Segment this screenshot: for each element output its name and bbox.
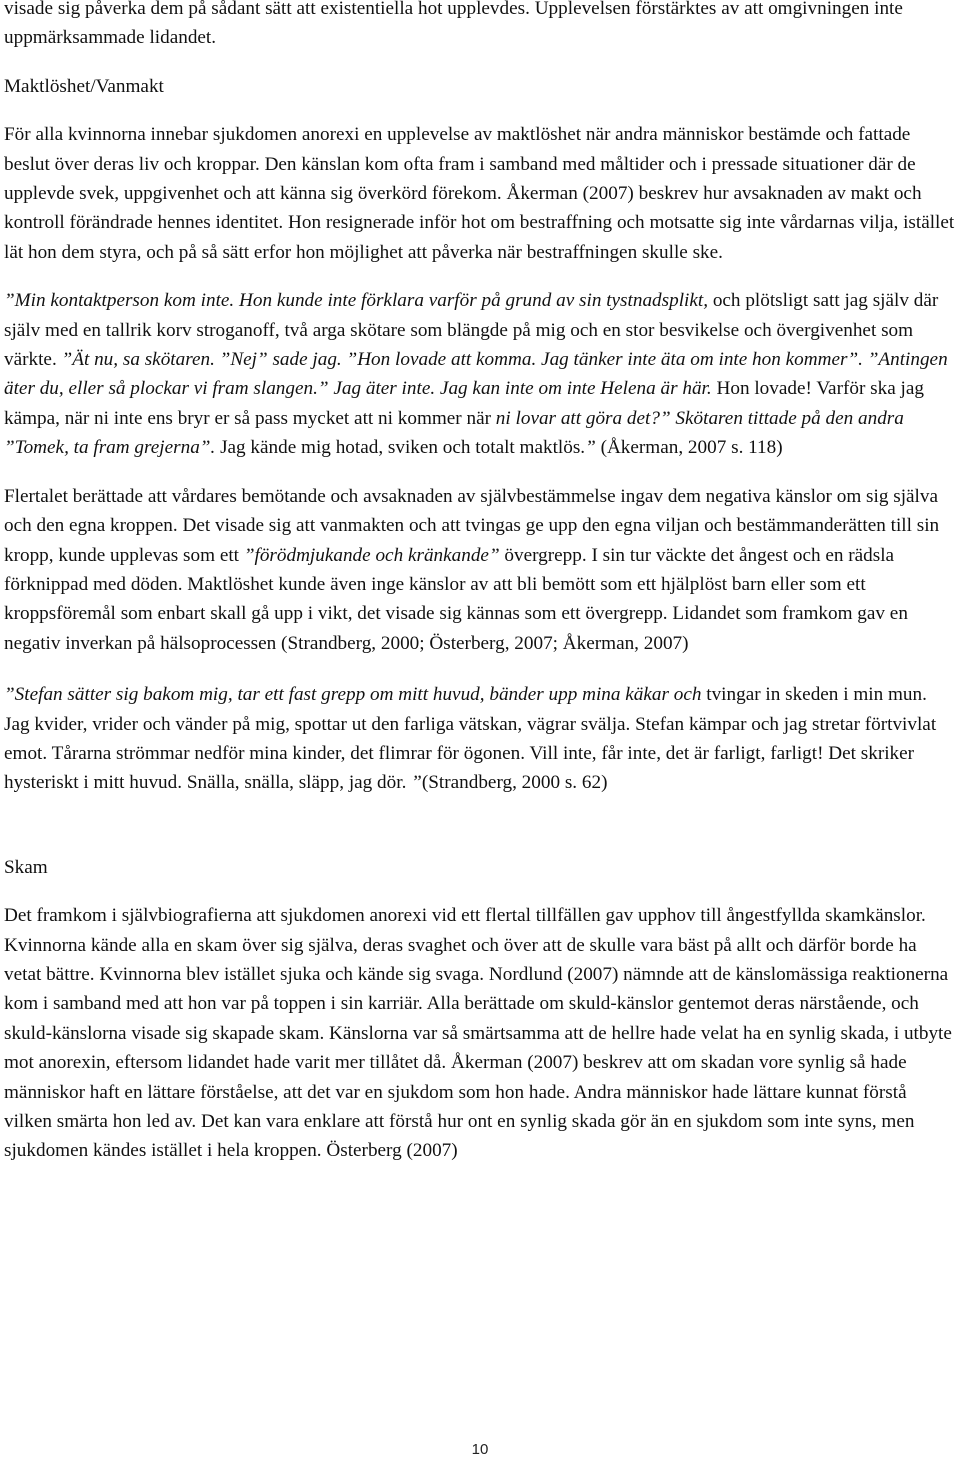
quote-mark: ” — [411, 772, 422, 794]
intro-text: visade sig påverka dem på sådant sätt att existentiella hot upplevdes. Upplevelsen förstärktes av att omgivningen inte uppmärksammade lidandet. — [4, 0, 903, 49]
block-quote-akerman — [4, 286, 956, 462]
quote-italic: ni lovar att göra det?” Skötaren tittade på den andra ”Tomek, ta fram grejerna”. — [4, 407, 904, 459]
heading-text: Maktlöshet/Vanmakt — [4, 75, 164, 97]
powerlessness-paragraph-1 — [4, 120, 956, 267]
citation: (Åkerman, 2007 s. 118) — [600, 437, 783, 459]
shame-paragraph-1 — [4, 901, 956, 1166]
quote-italic: ”Ät nu, sa skötaren. ”Nej” sade jag. ”Hon lovade att komma. Jag tänker inte äta om inte hon kommer”. ”Antingen äter du, eller så plockar vi fram slangen.” Jag äter inte. Jag kan inte om inte Helena är här. — [4, 349, 948, 400]
document-page — [4, 0, 956, 1166]
quote-mark: ” — [585, 437, 596, 459]
quote-italic: Hon kunde inte förklara varför på grund av sin tystnadsplikt, — [239, 290, 709, 312]
section-heading-powerlessness — [4, 72, 956, 101]
quote-text: tvingar in skeden i min mun. Jag kvider, vrider och vänder på mig, spottar ut den farliga vätskan, vägrar svälja. Stefan kämpar och jag stretar förtvivlat emot. Tårarna strömmar nedför mina kinder, det flimrar för ögonen. Vill inte, får inte, det är farligt, farligt! Det skriker hysteriskt i mitt huvud. Snälla, snälla, släpp, jag dör. — [4, 684, 937, 794]
citation: (Strandberg, 2000 s. 62) — [421, 772, 608, 794]
intro-paragraph — [4, 0, 956, 53]
paragraph-text: övergrepp. I sin tur väckte det ångest och en rädsla förknippad med döden. Maktlöshet kunde även inge känslor av att bli bemött som ett hjälplöst barn eller som ett kroppsföremål som enbart skall gå upp i vikt, det visade sig kännas som ett övergrepp. Lidandet som framkom gav en negativ inverkan på hälsoprocessen (Strandberg, 2000; Österberg, 2007; Åkerman, 2007) — [4, 544, 908, 654]
sentence: Åkerman (2007) beskrev hur avsaknaden av makt och kontroll förändrade hennes identitet. — [4, 183, 922, 234]
page-number: 10 — [471, 1441, 489, 1458]
sentence: För alla kvinnorna innebar sjukdomen anorexi en upplevelse av maktlöshet när andra människor bestämde och fattade beslut över deras liv och kroppar. — [4, 124, 911, 175]
quote-text: Jag kände mig hotad, sviken och totalt maktlös. — [220, 437, 586, 459]
sentence: Hon resignerade inför hot om bestraffning och motsatte sig inte vårdarnas vilja, istället lät hon dem styra, och på så sätt erfor hon möjlighet att påverka när bestraffningen skulle ske. — [4, 212, 955, 263]
quote-italic: ”Stefan sätter sig bakom mig, tar ett fast grepp om mitt huvud, bänder upp mina käkar och — [4, 684, 702, 706]
block-quote-strandberg — [4, 680, 956, 798]
heading-text: Skam — [4, 856, 48, 878]
quote-italic: ”förödmjukande och kränkande” — [243, 544, 500, 566]
quote-text: Hon lovade! Varför ska jag kämpa, när ni inte ens bryr er så pass mycket att ni kommer när — [4, 378, 924, 429]
paragraph-text: Flertalet berättade att vårdares bemötande och avsaknaden av självbestämmelse ingav dem negativa känslor om sig själva och den egna kroppen. Det visade sig att vanmakten och att tvingas ge upp den egna viljan och bestämmanderätten till sin kropp, kunde upplevas som ett — [4, 485, 940, 566]
section-heading-shame — [4, 853, 956, 882]
quote-text: och plötsligt satt jag själv där själv med en tallrik korv stroganoff, två arga skötare som blängde på mig och en stor besvikelse och övergivenhet som värkte. — [4, 290, 939, 371]
powerlessness-paragraph-2 — [4, 482, 956, 658]
quote-italic: ”Min kontaktperson kom inte. — [4, 290, 235, 312]
sentence: Den känslan kom ofta fram i samband med måltider och i pressade situationer där de upplevde svek, uppgivenhet och att känna sig överkörd förekom. — [4, 153, 916, 205]
paragraph-text: Det framkom i självbiografierna att sjukdomen anorexi vid ett flertal tillfällen gav upphov till ångestfyllda skamkänslor. Kvinnorna kände alla en skam över sig själva, deras svaghet och över att de skulle vara bäst på allt och därför borde ha vetat bättre. Kvinnorna blev istället sjuka och kände sig svaga. Nordlund (2007) nämnde att de känslomässiga reaktionerna kom i samband med att hon var på toppen i sin karriär. Alla berättade om skuld-känslor gentemot deras närstående, och skuld-känslorna visade sig skapade skam. Känslorna var så smärtsamma att de hellre hade velat ha en synlig skada, i utbyte mot anorexin, eftersom lidandet hade varit mer tillåtet då. Åkerman (2007) beskrev att om skadan vore synlig så hade människor haft en lättare förståelse, att det var en sjukdom som hon hade. Andra människor hade lättare kunnat förstå vilken smärta hon led av. Det kan vara enklare att förstå hur ont en synlig skada gör än en sjukdom som inte syns, men sjukdomen kändes istället i hela kroppen. Österberg (2007) — [4, 905, 952, 1162]
